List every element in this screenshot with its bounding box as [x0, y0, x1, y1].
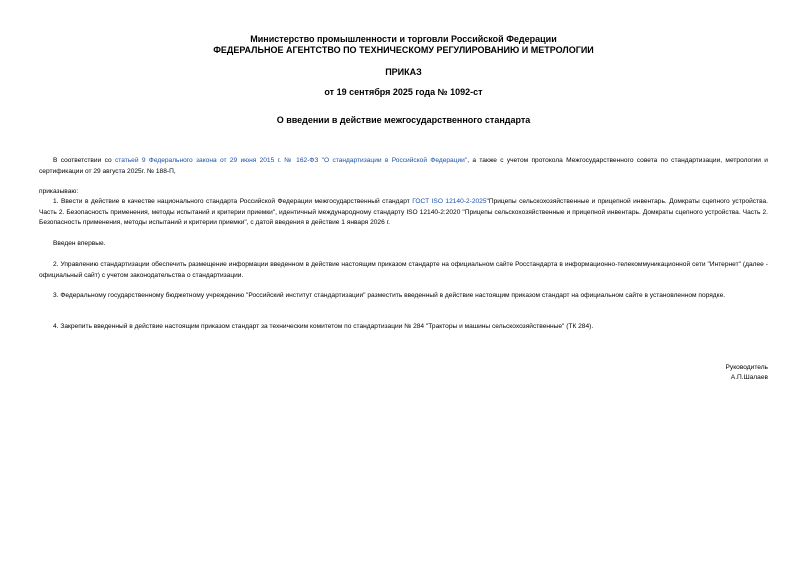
document-subject: О введении в действие межгосударственного стандарта [276, 115, 531, 125]
order-word: приказываю: [39, 188, 79, 195]
item-4-paragraph: 4. Закрепить введенный в действие настоящим приказом стандарт за техническим комитетом по стандартизации № 284 "Тракторы и машины сельскохозяйственные" (ТК 284). [53, 323, 594, 330]
ministry-name: Министерство промышленности и торговли Российской Федерации [250, 34, 557, 44]
intro-prefix: В соответствии со [53, 157, 115, 164]
federal-law-link[interactable]: статьей 9 Федерального закона от 29 июня 2015 г. № 162-ФЗ "О стандартизации в Российской Федерации" [114, 157, 468, 164]
document-date-number: от 19 сентября 2025 года № 1092-ст [324, 87, 483, 97]
intro-paragraph [39, 156, 768, 177]
signature-title: Руководитель [725, 364, 768, 371]
item-1-prefix: 1. Ввести в действие в качестве национального стандарта Российской Федерации межгосударственный стандарт [53, 198, 413, 205]
introduced-first-note: Введен впервые. [53, 240, 106, 247]
intro-suffix: , а также с учетом протокола Межгосударственного совета по стандартизации, метрологии и сертификации от 29 августа 2025г. № 188-П, [39, 157, 768, 175]
item-1-suffix: "Прицепы сельскохозяйственные и прицепной инвентарь. Домкраты сцепного устройства. Часть 2. Безопасность применения, методы испытаний и критерии приемки", идентичный международному стандарту ISO 12140-2:2020 "Прицепы сельскохозяйственные и прицепной инвентарь. Домкраты сцепного устройства. Часть 2. Безопасность применения, методы испытаний и критерии приемки", с датой введения в действие 1 января 2026 г. [39, 198, 768, 227]
document-type: ПРИКАЗ [385, 67, 422, 77]
signature-name: А.П.Шалаев [730, 374, 768, 381]
gost-standard-link[interactable]: ГОСТ ISO 12140-2-2025 [412, 198, 487, 205]
item-1-paragraph [39, 197, 768, 229]
item-3-paragraph: 3. Федеральному государственному бюджетному учреждению "Российский институт стандартизации" разместить введенный в действие настоящим приказом стандарт на официальном сайте в установленном порядке. [53, 292, 726, 299]
agency-name: ФЕДЕРАЛЬНОЕ АГЕНТСТВО ПО ТЕХНИЧЕСКОМУ РЕГУЛИРОВАНИЮ И МЕТРОЛОГИИ [213, 45, 594, 55]
item-2-paragraph: 2. Управлению стандартизации обеспечить размещение информации введенном в действие настоящим приказом стандарте на официальном сайте Росстандарта в информационно-телекоммуникационной сети "Интернет" (далее - официальный сайт) с учетом законодательства о стандартизации. [39, 261, 768, 279]
